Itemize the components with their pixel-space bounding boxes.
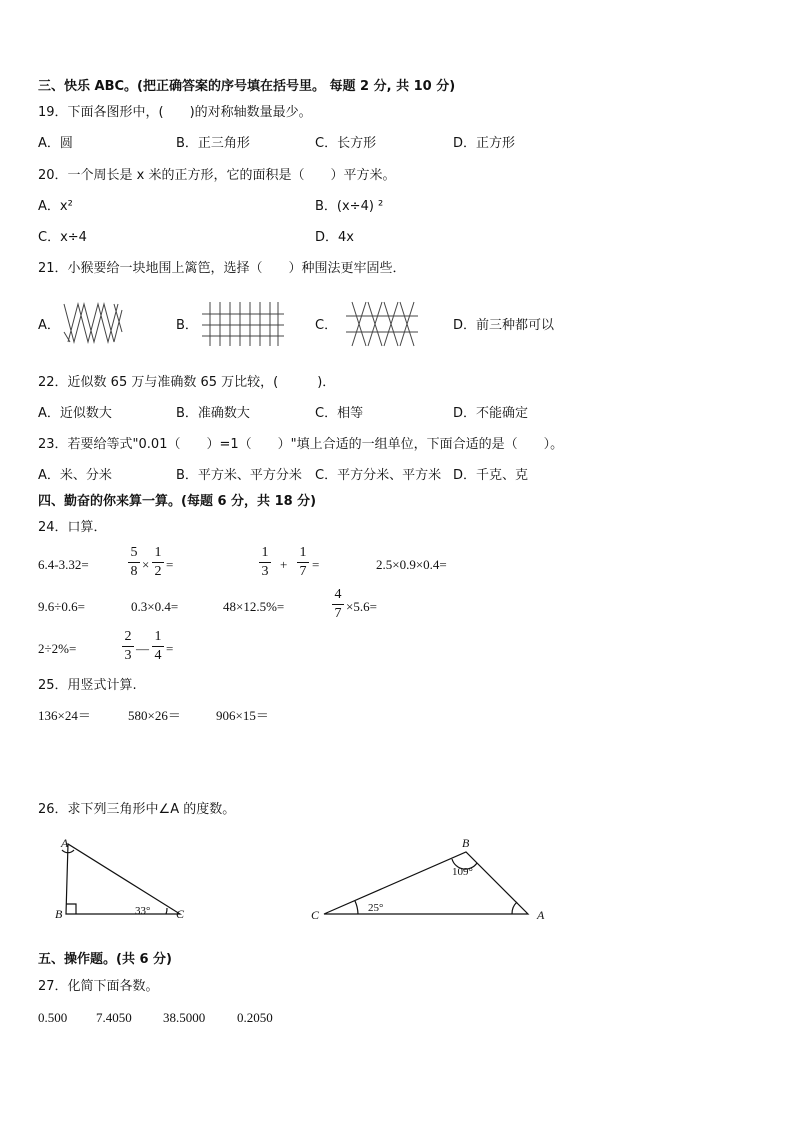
- tri2-vertex-b: B: [462, 836, 470, 850]
- calc-c-den2: 7: [299, 564, 307, 579]
- calc-c-op: +: [280, 557, 288, 572]
- section5-title: 五、操作题。(共 6 分): [38, 952, 172, 967]
- calc-b-den1: 8: [130, 564, 138, 579]
- fence-b-image: [200, 300, 286, 348]
- tri2-angle-b: 109°: [452, 866, 473, 878]
- q22-option-d[interactable]: D．不能确定: [453, 406, 529, 421]
- calc-e: 9.6÷0.6=: [38, 599, 85, 614]
- calc-b-den2: 2: [154, 564, 162, 579]
- tri2-vertex-c: C: [311, 908, 320, 922]
- fraction-bar: [152, 562, 164, 563]
- q20-option-a[interactable]: A．x²: [38, 199, 73, 214]
- q21-option-c-label[interactable]: C．: [315, 318, 338, 333]
- calc-b-eq: =: [166, 557, 174, 572]
- calc-b-num1: 5: [130, 545, 138, 560]
- calc-j-den1: 3: [124, 648, 132, 663]
- calc-b-frac1: [128, 545, 140, 580]
- calc-j-den2: 4: [154, 648, 162, 663]
- q23-option-d[interactable]: D．千克、克: [453, 468, 529, 483]
- section3-title: 三、快乐 ABC。(把正确答案的序号填在括号里。 每题 2 分, 共 10 分): [38, 79, 456, 94]
- calc-j-op: —: [136, 641, 149, 656]
- calc-j-num1: 2: [124, 629, 132, 644]
- q20-option-c[interactable]: C．x÷4: [38, 230, 87, 245]
- calc-c-den1: 3: [261, 564, 269, 579]
- q27-item-3: 38.5000: [163, 1010, 206, 1025]
- tri1-vertex-c: C: [176, 907, 185, 921]
- tri2-vertex-a: A: [537, 908, 545, 922]
- q25-item-2: 580×26＝: [128, 708, 181, 723]
- fraction-bar: [128, 562, 140, 563]
- fraction-bar: [332, 604, 344, 605]
- calc-h-frac: [332, 587, 344, 622]
- q21-option-a-label[interactable]: A．: [38, 318, 60, 333]
- fraction-bar: [259, 562, 271, 563]
- q22-option-a[interactable]: A．近似数大: [38, 406, 112, 421]
- q27-item-4: 0.2050: [237, 1010, 273, 1025]
- q23-option-c[interactable]: C．平方分米、平方米: [315, 468, 442, 483]
- section4-title: 四、勤奋的你来算一算。(每题 6 分，共 18 分): [38, 494, 317, 509]
- q20-option-d[interactable]: D．4x: [315, 230, 354, 245]
- q19-option-b[interactable]: B．正三角形: [176, 136, 250, 151]
- q19-option-c[interactable]: C．长方形: [315, 136, 377, 151]
- q27-item-1: 0.500: [38, 1010, 68, 1025]
- calc-j-num2: 1: [154, 629, 162, 644]
- calc-c-eq: =: [312, 557, 320, 572]
- tri2-angle-c: 25°: [368, 902, 384, 914]
- q23-option-b[interactable]: B．平方米、平方分米: [176, 468, 302, 483]
- q23-option-a[interactable]: A．米、分米: [38, 468, 112, 483]
- q25-stem: 25．用竖式计算.: [38, 678, 137, 693]
- calc-h-rest: ×5.6=: [346, 599, 377, 614]
- calc-b-frac2: [152, 545, 164, 580]
- calc-h-den: 7: [334, 606, 342, 621]
- q24-stem: 24．口算．: [38, 520, 107, 535]
- q19-option-a[interactable]: A．圆: [38, 136, 73, 151]
- calc-b-op: ×: [142, 557, 150, 572]
- q20-option-b[interactable]: B．(x÷4) ²: [315, 199, 384, 214]
- calc-f: 0.3×0.4=: [131, 599, 179, 614]
- triangle-2-figure: [318, 840, 548, 922]
- q22-option-b[interactable]: B．准确数大: [176, 406, 250, 421]
- calc-h-num: 4: [334, 587, 342, 602]
- calc-c-num2: 1: [299, 545, 307, 560]
- tri1-vertex-a: A: [61, 836, 69, 850]
- q25-item-3: 906×15＝: [216, 708, 269, 723]
- q19-stem: 19．下面各图形中，( )的对称轴数量最少。: [38, 105, 312, 120]
- q25-item-1: 136×24＝: [38, 708, 91, 723]
- fraction-bar: [122, 646, 134, 647]
- q21-option-b-label[interactable]: B．: [176, 318, 198, 333]
- q22-stem: 22．近似数 65 万与准确数 65 万比较，( )．: [38, 375, 336, 390]
- tri1-angle-c: 33°: [135, 905, 151, 917]
- calc-c-frac2: [297, 545, 309, 580]
- calc-g: 48×12.5%=: [223, 599, 285, 614]
- q21-option-d-label[interactable]: D．前三种都可以: [453, 318, 555, 333]
- fence-a-image: [62, 302, 124, 344]
- fraction-bar: [297, 562, 309, 563]
- q27-stem: 27．化简下面各数。: [38, 979, 159, 994]
- calc-a: 6.4-3.32=: [38, 557, 89, 572]
- calc-i: 2÷2%=: [38, 641, 77, 656]
- fence-c-image: [344, 300, 420, 348]
- q20-stem: 20．一个周长是 x 米的正方形，它的面积是（ ）平方米。: [38, 168, 396, 183]
- calc-c-num1: 1: [261, 545, 269, 560]
- tri1-vertex-b: B: [55, 907, 63, 921]
- calc-b-num2: 1: [154, 545, 162, 560]
- q19-option-d[interactable]: D．正方形: [453, 136, 516, 151]
- q21-stem: 21．小猴要给一块地围上篱笆，选择（ ）种围法更牢固些．: [38, 261, 406, 276]
- q27-item-2: 7.4050: [96, 1010, 132, 1025]
- calc-j-eq: =: [166, 641, 174, 656]
- calc-j-frac1: [122, 629, 134, 664]
- calc-c-frac1: [259, 545, 271, 580]
- fraction-bar: [152, 646, 164, 647]
- q26-stem: 26．求下列三角形中∠A 的度数。: [38, 802, 236, 817]
- q23-stem: 23．若要给等式"0.01（ ）=1（ ）"填上合适的一组单位，下面合适的是（ ）。: [38, 437, 564, 452]
- calc-d: 2.5×0.9×0.4=: [376, 557, 447, 572]
- calc-j-frac2: [152, 629, 164, 664]
- q22-option-c[interactable]: C．相等: [315, 406, 364, 421]
